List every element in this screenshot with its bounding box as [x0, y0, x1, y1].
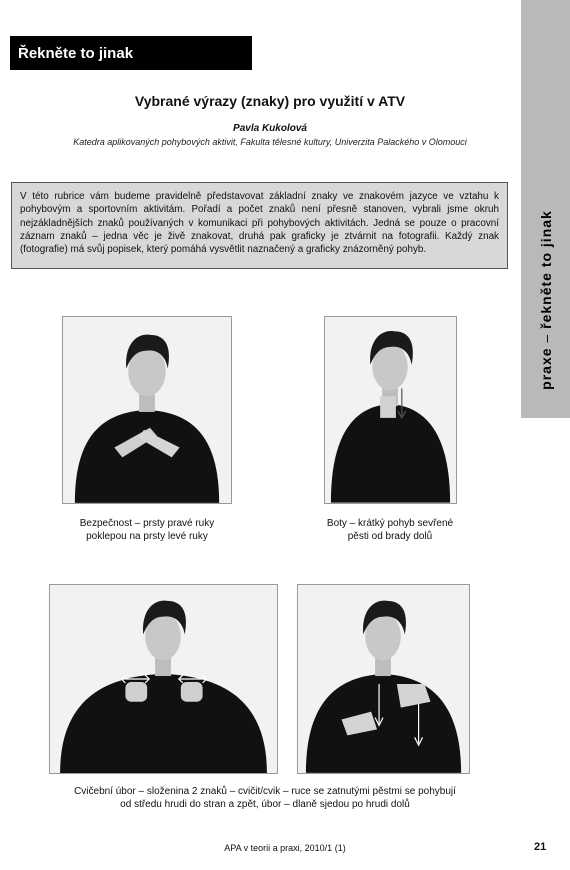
signer-figure	[325, 317, 456, 503]
photo-cvicebni-ubor-1	[49, 584, 278, 774]
signer-figure	[50, 585, 277, 773]
photo-cvicebni-ubor-2	[297, 584, 470, 774]
photo-boty	[324, 316, 457, 504]
intro-text: V této rubrice vám budeme pravidelně představovat základní znaky ve znakovém jazyce ve vztahu k pohybovým a sportovním aktivitám. Pořadí a počet znaků není přesně stanoven, vybrali jsme okruh nejzákladnějších znaků používaných v komunikaci při pohybových aktivitách. Jedná se pouze o pracovní záznam znaků – jedna věc je živě znakovat, druhá pak graficky je ztvárnit na fotografii. Každý znak (fotografie) má svůj popisek, který pomáhá vysvětlit naznačený a graficky znázorněný pohyb.	[20, 191, 499, 256]
author-name: Pavla Kukolová	[233, 123, 307, 134]
caption-bezpecnost: Bezpečnost – prsty pravé ruky poklepou na prsty levé ruky	[79, 518, 215, 542]
journal-footer: APA v teorii a praxi, 2010/1 (1)	[224, 843, 346, 853]
author-affiliation: Katedra aplikovaných pohybových aktivit, Fakulta tělesné kultury, Univerzita Palackého v Olomouci	[73, 137, 467, 147]
article-title: Vybrané výrazy (znaky) pro využití v ATV	[134, 93, 406, 109]
intro-box	[11, 182, 508, 269]
signer-figure	[63, 317, 231, 503]
signer-figure	[298, 585, 469, 773]
caption-cvicebni-ubor: Cvičební úbor – složenina 2 znaků – cvičit/cvik – ruce se zatnutými pěstmi se pohybují od středu hrudi do stran a zpět, úbor – dlaně sjedou po hrudi dolů	[74, 786, 456, 810]
side-tab-label: praxe – řekněte to jinak	[538, 210, 554, 390]
caption-boty: Boty – krátký pohyb sevřené pěsti od brady dolů	[326, 518, 454, 542]
photo-bezpecnost	[62, 316, 232, 504]
section-label: Řekněte to jinak	[18, 44, 134, 62]
page-number: 21	[534, 841, 547, 853]
section-header	[10, 36, 252, 70]
